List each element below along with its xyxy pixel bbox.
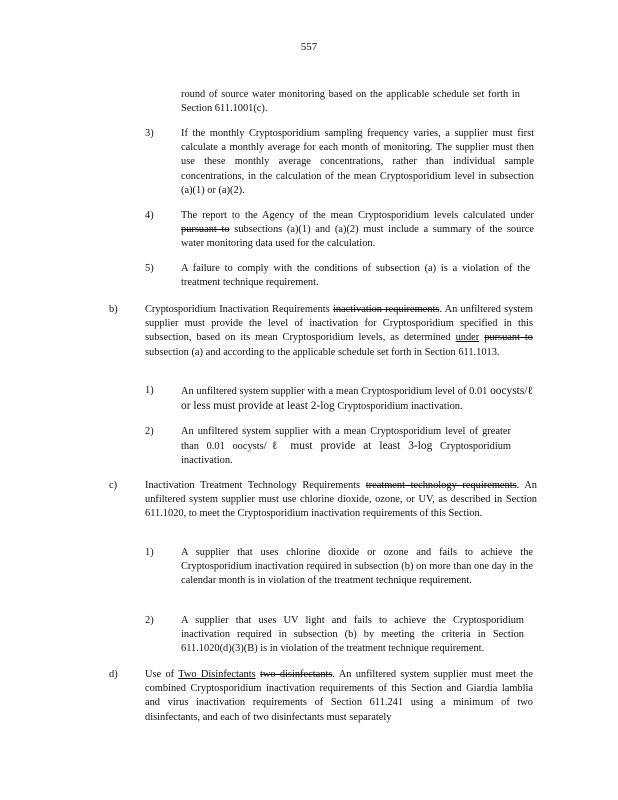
section-b-inserted-word: under xyxy=(455,332,480,344)
section-b-text-b: subsection (a) and according to the applicable schedule set forth in Section 611.1013. xyxy=(145,346,500,358)
item-3-label: 3) xyxy=(145,128,154,139)
item-5-label: 5) xyxy=(145,263,154,274)
section-d-struck-heading: two disinfectants xyxy=(259,669,333,680)
section-c-label: c) xyxy=(109,480,118,491)
section-b-label: b) xyxy=(109,304,118,315)
item-3-text: If the monthly Cryptosporidium sampling frequency varies, a supplier must first calculate a monthly average for each month of monitoring. The supplier must then use these monthly average concentrations, rather than individual sample concentrations, in the calculation of the mean Cryptosporidium level in subsection (a)(1) or (a)(2). xyxy=(181,128,534,196)
item-5-paragraph xyxy=(181,262,530,290)
section-b-1-label: 1) xyxy=(145,385,154,396)
section-c-2-text: A supplier that uses UV light and fails to achieve the Cryptosporidium inactivation required in subsection (b) by meeting the criteria in Section 611.1020(d)(3)(B) is in violation of the treatment technique requirement. xyxy=(181,615,524,655)
item-3-paragraph xyxy=(181,127,534,198)
section-b-1-paragraph xyxy=(181,384,533,414)
section-c-2-label: 2) xyxy=(145,615,154,626)
continuation-text: round of source water monitoring based on the applicable schedule set forth in Section 611.1001(c). xyxy=(181,89,520,115)
section-c-2-paragraph xyxy=(181,614,524,657)
item-5-text: A failure to comply with the conditions of subsection (a) is a violation of the treatment technique requirement. xyxy=(181,263,530,289)
section-c-1-text: A supplier that uses chlorine dioxide or ozone and fails to achieve the Cryptosporidium inactivation required in subsection (b) on more than one day in the calendar month is in violation of the treatment technique requirement. xyxy=(181,547,533,587)
section-c-paragraph xyxy=(145,479,537,522)
section-b-struck-word: pursuant to xyxy=(484,332,533,344)
section-c-struck-heading: treatment technology requirements xyxy=(365,480,517,491)
section-b-text-a: . An unfiltered system supplier must provide the level of inactivation for Cryptosporidium specified in this subsection, based on its mean Cryptosporidium levels, as determined xyxy=(145,304,533,344)
section-d-label: d) xyxy=(109,669,118,680)
section-b-struck-heading: inactivation requirements xyxy=(332,304,440,315)
section-b-2-text-b: Cryptosporidium inactivation. xyxy=(181,441,511,467)
continuation-paragraph xyxy=(181,88,520,116)
item-4-text-a: The report to the Agency of the mean Cryptosporidium levels calculated under xyxy=(181,210,534,221)
section-b-paragraph xyxy=(145,303,533,360)
section-c-1-label: 1) xyxy=(145,547,154,558)
item-4-label: 4) xyxy=(145,210,154,221)
section-b-1-text-b: Cryptosporidium inactivation. xyxy=(334,401,463,413)
page-number: 557 xyxy=(300,41,318,53)
section-b-2-text-large: /ℓ must provide at least 3-log xyxy=(263,440,433,453)
section-d-text-b: . An unfiltered system supplier must meet the combined Cryptosporidium inactivation requirements of this Section and Giardia lamblia and virus inactivation requirements of Section 611.241 using a minimum of two disinfectants, and each of two disinfectants must separately xyxy=(145,669,533,723)
section-c-heading: Inactivation Treatment Technology Requirements xyxy=(145,480,361,491)
section-b-2-label: 2) xyxy=(145,426,154,437)
section-b-2-text-a: An unfiltered system supplier with a mean Cryptosporidium level of greater than 0.01 oocysts xyxy=(181,426,511,453)
section-b-1-text-a: An unfiltered system supplier with a mean Cryptosporidium level of 0.01 xyxy=(181,386,491,397)
item-4-text-b: subsections (a)(1) and (a)(2) must include a summary of the source water monitoring data used for the calculation. xyxy=(181,224,535,250)
section-c-1-paragraph xyxy=(181,546,533,589)
section-d-paragraph xyxy=(145,668,533,725)
section-b-heading: Cryptosporidium Inactivation Requirements xyxy=(145,304,330,315)
section-c-text: . An unfiltered system supplier must use chlorine dioxide, ozone, or UV, as described in Section 611.1020, to meet the Cryptosporidium inactivation requirements of this Section. xyxy=(145,480,537,520)
item-4-paragraph xyxy=(181,209,534,252)
section-b-2-paragraph xyxy=(181,425,511,469)
item-4-struck-text: pursuant to xyxy=(181,224,230,236)
section-b-1-text-large: oocysts/ℓ or less must provide at least 2-log xyxy=(181,385,534,413)
section-d-inserted-heading: Two Disinfectants xyxy=(178,669,256,680)
section-d-text-a: Use of xyxy=(145,669,179,680)
